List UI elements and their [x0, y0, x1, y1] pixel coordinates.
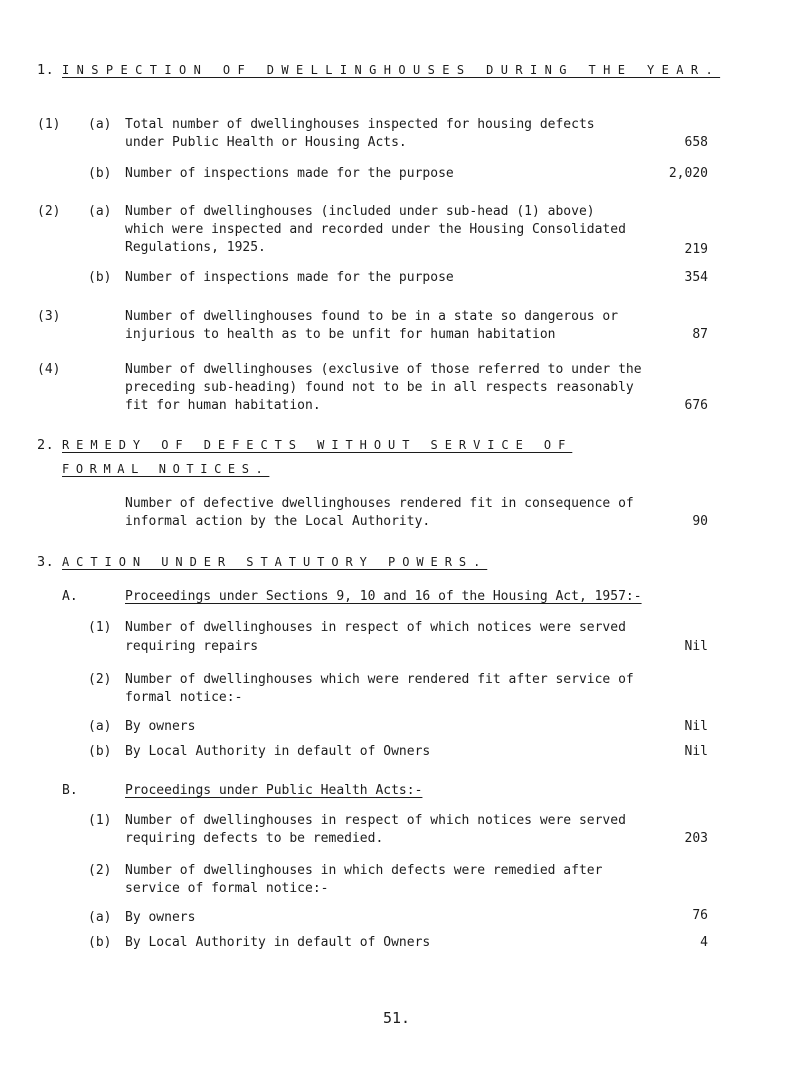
b-item-2-line1: Number of dwellinghouses in which defects were remedied after [125, 863, 603, 878]
item-4-line2: preceding sub-heading) found not to be in all respects reasonably [125, 380, 634, 395]
item-2a-line1: Number of dwellinghouses (included under sub-head (1) above) [125, 204, 595, 219]
a-item-1-line2: requiring repairs [125, 639, 259, 654]
item-4-line3: fit for human habitation. [125, 398, 321, 413]
a-item-2b-label: (b) [88, 744, 112, 759]
subsection-a-label: A. [62, 589, 78, 604]
item-2a-label: (a) [88, 204, 112, 219]
section-1-number: 1. [37, 62, 55, 78]
a-item-1-number: (1) [88, 620, 112, 635]
a-item-2a-text: By owners [125, 719, 196, 734]
item-1a-label: (a) [88, 117, 112, 132]
b-item-2a-label: (a) [88, 910, 112, 925]
b-item-2-line2: service of formal notice:- [125, 881, 329, 896]
subsection-a-heading: Proceedings under Sections 9, 10 and 16 of the Housing Act, 1957:- [125, 589, 642, 604]
b-item-2b-label: (b) [88, 935, 112, 950]
a-item-2a-value: Nil [684, 719, 708, 734]
item-2-number: (2) [37, 204, 61, 219]
section-2-title-line1: REMEDY OF DEFECTS WITHOUT SERVICE OF [62, 438, 573, 452]
item-1b-line1: Number of inspections made for the purpose [125, 166, 454, 181]
b-item-2-number: (2) [88, 863, 112, 878]
a-item-1-value: Nil [684, 639, 708, 654]
a-item-2-line2: formal notice:- [125, 690, 243, 705]
section-1-title: INSPECTION OF DWELLINGHOUSES DURING THE YEAR. [62, 63, 721, 77]
section-2-number: 2. [37, 437, 55, 453]
item-2a-value: 219 [684, 242, 708, 257]
item-1b-label: (b) [88, 166, 112, 181]
b-item-1-line1: Number of dwellinghouses in respect of which notices were served [125, 813, 626, 828]
subsection-b-label: B. [62, 783, 78, 798]
b-item-2b-value: 4 [700, 935, 708, 950]
b-item-2a-value: 76 [692, 908, 708, 923]
section-3-title: ACTION UNDER STATUTORY POWERS. [62, 555, 488, 569]
item-2b-label: (b) [88, 270, 112, 285]
a-item-2b-text: By Local Authority in default of Owners [125, 744, 431, 759]
a-item-2b-value: Nil [684, 744, 708, 759]
s2-line1: Number of defective dwellinghouses rendered fit in consequence of [125, 496, 634, 511]
item-1a-line2: under Public Health or Housing Acts. [125, 135, 407, 150]
item-1b-value: 2,020 [668, 166, 708, 181]
a-item-2-number: (2) [88, 672, 112, 687]
item-2b-line1: Number of inspections made for the purpose [125, 270, 454, 285]
a-item-2a-label: (a) [88, 719, 112, 734]
item-4-line1: Number of dwellinghouses (exclusive of those referred to under the [125, 362, 642, 377]
page-number: 51. [383, 1009, 411, 1027]
item-3-value: 87 [692, 327, 708, 342]
item-1a-line1: Total number of dwellinghouses inspected for housing defects [125, 117, 595, 132]
b-item-1-value: 203 [684, 831, 708, 846]
s2-line2: informal action by the Local Authority. [125, 514, 431, 529]
item-3-line1: Number of dwellinghouses found to be in a state so dangerous or [125, 309, 619, 324]
item-1-number: (1) [37, 117, 61, 132]
b-item-1-number: (1) [88, 813, 112, 828]
item-2b-value: 354 [684, 270, 708, 285]
a-item-1-line1: Number of dwellinghouses in respect of which notices were served [125, 620, 626, 635]
b-item-1-line2: requiring defects to be remedied. [125, 831, 384, 846]
section-3-number: 3. [37, 554, 55, 570]
b-item-2a-text: By owners [125, 910, 196, 925]
item-3-line2: injurious to health as to be unfit for human habitation [125, 327, 556, 342]
section-2-title-line2: FORMAL NOTICES. [62, 462, 270, 476]
subsection-b-heading: Proceedings under Public Health Acts:- [125, 783, 423, 798]
item-3-number: (3) [37, 309, 61, 324]
item-1a-value: 658 [684, 135, 708, 150]
item-2a-line3: Regulations, 1925. [125, 240, 266, 255]
b-item-2b-text: By Local Authority in default of Owners [125, 935, 431, 950]
s2-value: 90 [692, 514, 708, 529]
item-4-value: 676 [684, 398, 708, 413]
item-4-number: (4) [37, 362, 61, 377]
item-2a-line2: which were inspected and recorded under the Housing Consolidated [125, 222, 626, 237]
a-item-2-line1: Number of dwellinghouses which were rendered fit after service of [125, 672, 634, 687]
